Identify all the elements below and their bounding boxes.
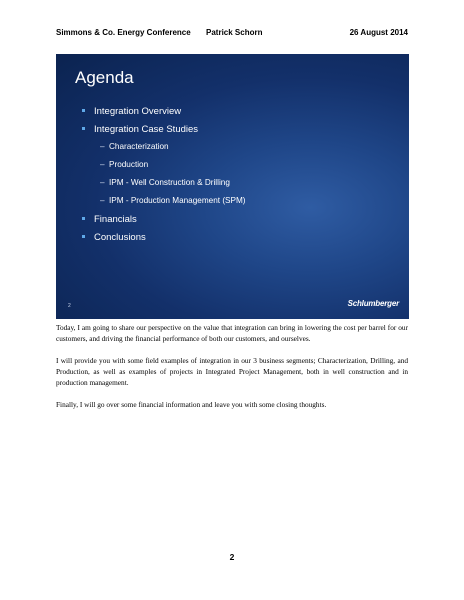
agenda-subitem: [82, 142, 402, 160]
agenda-subitem: [82, 160, 402, 178]
slide-title: Agenda: [75, 68, 134, 87]
agenda-item: [82, 232, 402, 250]
agenda-item: [82, 124, 402, 142]
agenda-list: [82, 106, 402, 250]
slide-number: 2: [68, 303, 71, 309]
agenda-subitem-label: IPM - Well Construction & Drilling: [109, 178, 230, 187]
notes-paragraph: Finally, I will go over some financial information and leave you with some closing thoughts.: [56, 400, 327, 409]
page-number: 2: [229, 552, 235, 562]
dash-bullet-icon: –: [100, 160, 105, 169]
square-bullet-icon: [82, 235, 85, 238]
agenda-item: [82, 106, 402, 124]
agenda-subitem: [82, 178, 402, 196]
schlumberger-logo: Schlumberger: [347, 299, 399, 308]
dash-bullet-icon: –: [100, 142, 105, 151]
agenda-item-label: Conclusions: [94, 232, 146, 243]
page-header: [56, 28, 408, 40]
agenda-item-label: Financials: [94, 214, 137, 225]
agenda-subitem-label: Production: [109, 160, 149, 169]
header-date: 26 August 2014: [349, 28, 408, 37]
dash-bullet-icon: –: [100, 196, 105, 205]
notes-paragraph: Today, I am going to share our perspective on the value that integration can bring in lowering the cost per barrel for our customers, and driving the financial performance of both our customers, and ourselves.: [56, 323, 408, 343]
dash-bullet-icon: –: [100, 178, 105, 187]
square-bullet-icon: [82, 217, 85, 220]
agenda-item-label: Integration Overview: [94, 106, 182, 117]
agenda-item: [82, 214, 402, 232]
agenda-subitem: [82, 196, 402, 214]
agenda-item-label: Integration Case Studies: [94, 124, 199, 135]
notes-paragraph: I will provide you with some field examples of integration in our 3 business segments; Characterization, Drilling, and Production, as well as examples of projects in Integrated Project Management, both in well construction and in production management.: [56, 356, 408, 387]
agenda-subitem-label: Characterization: [109, 142, 169, 151]
speaker-notes: [56, 322, 408, 421]
square-bullet-icon: [82, 109, 85, 112]
header-speaker: Patrick Schorn: [206, 28, 263, 37]
agenda-subitem-label: IPM - Production Management (SPM): [109, 196, 246, 205]
header-event: Simmons & Co. Energy Conference: [56, 28, 191, 37]
square-bullet-icon: [82, 127, 85, 130]
agenda-slide: [56, 54, 409, 319]
